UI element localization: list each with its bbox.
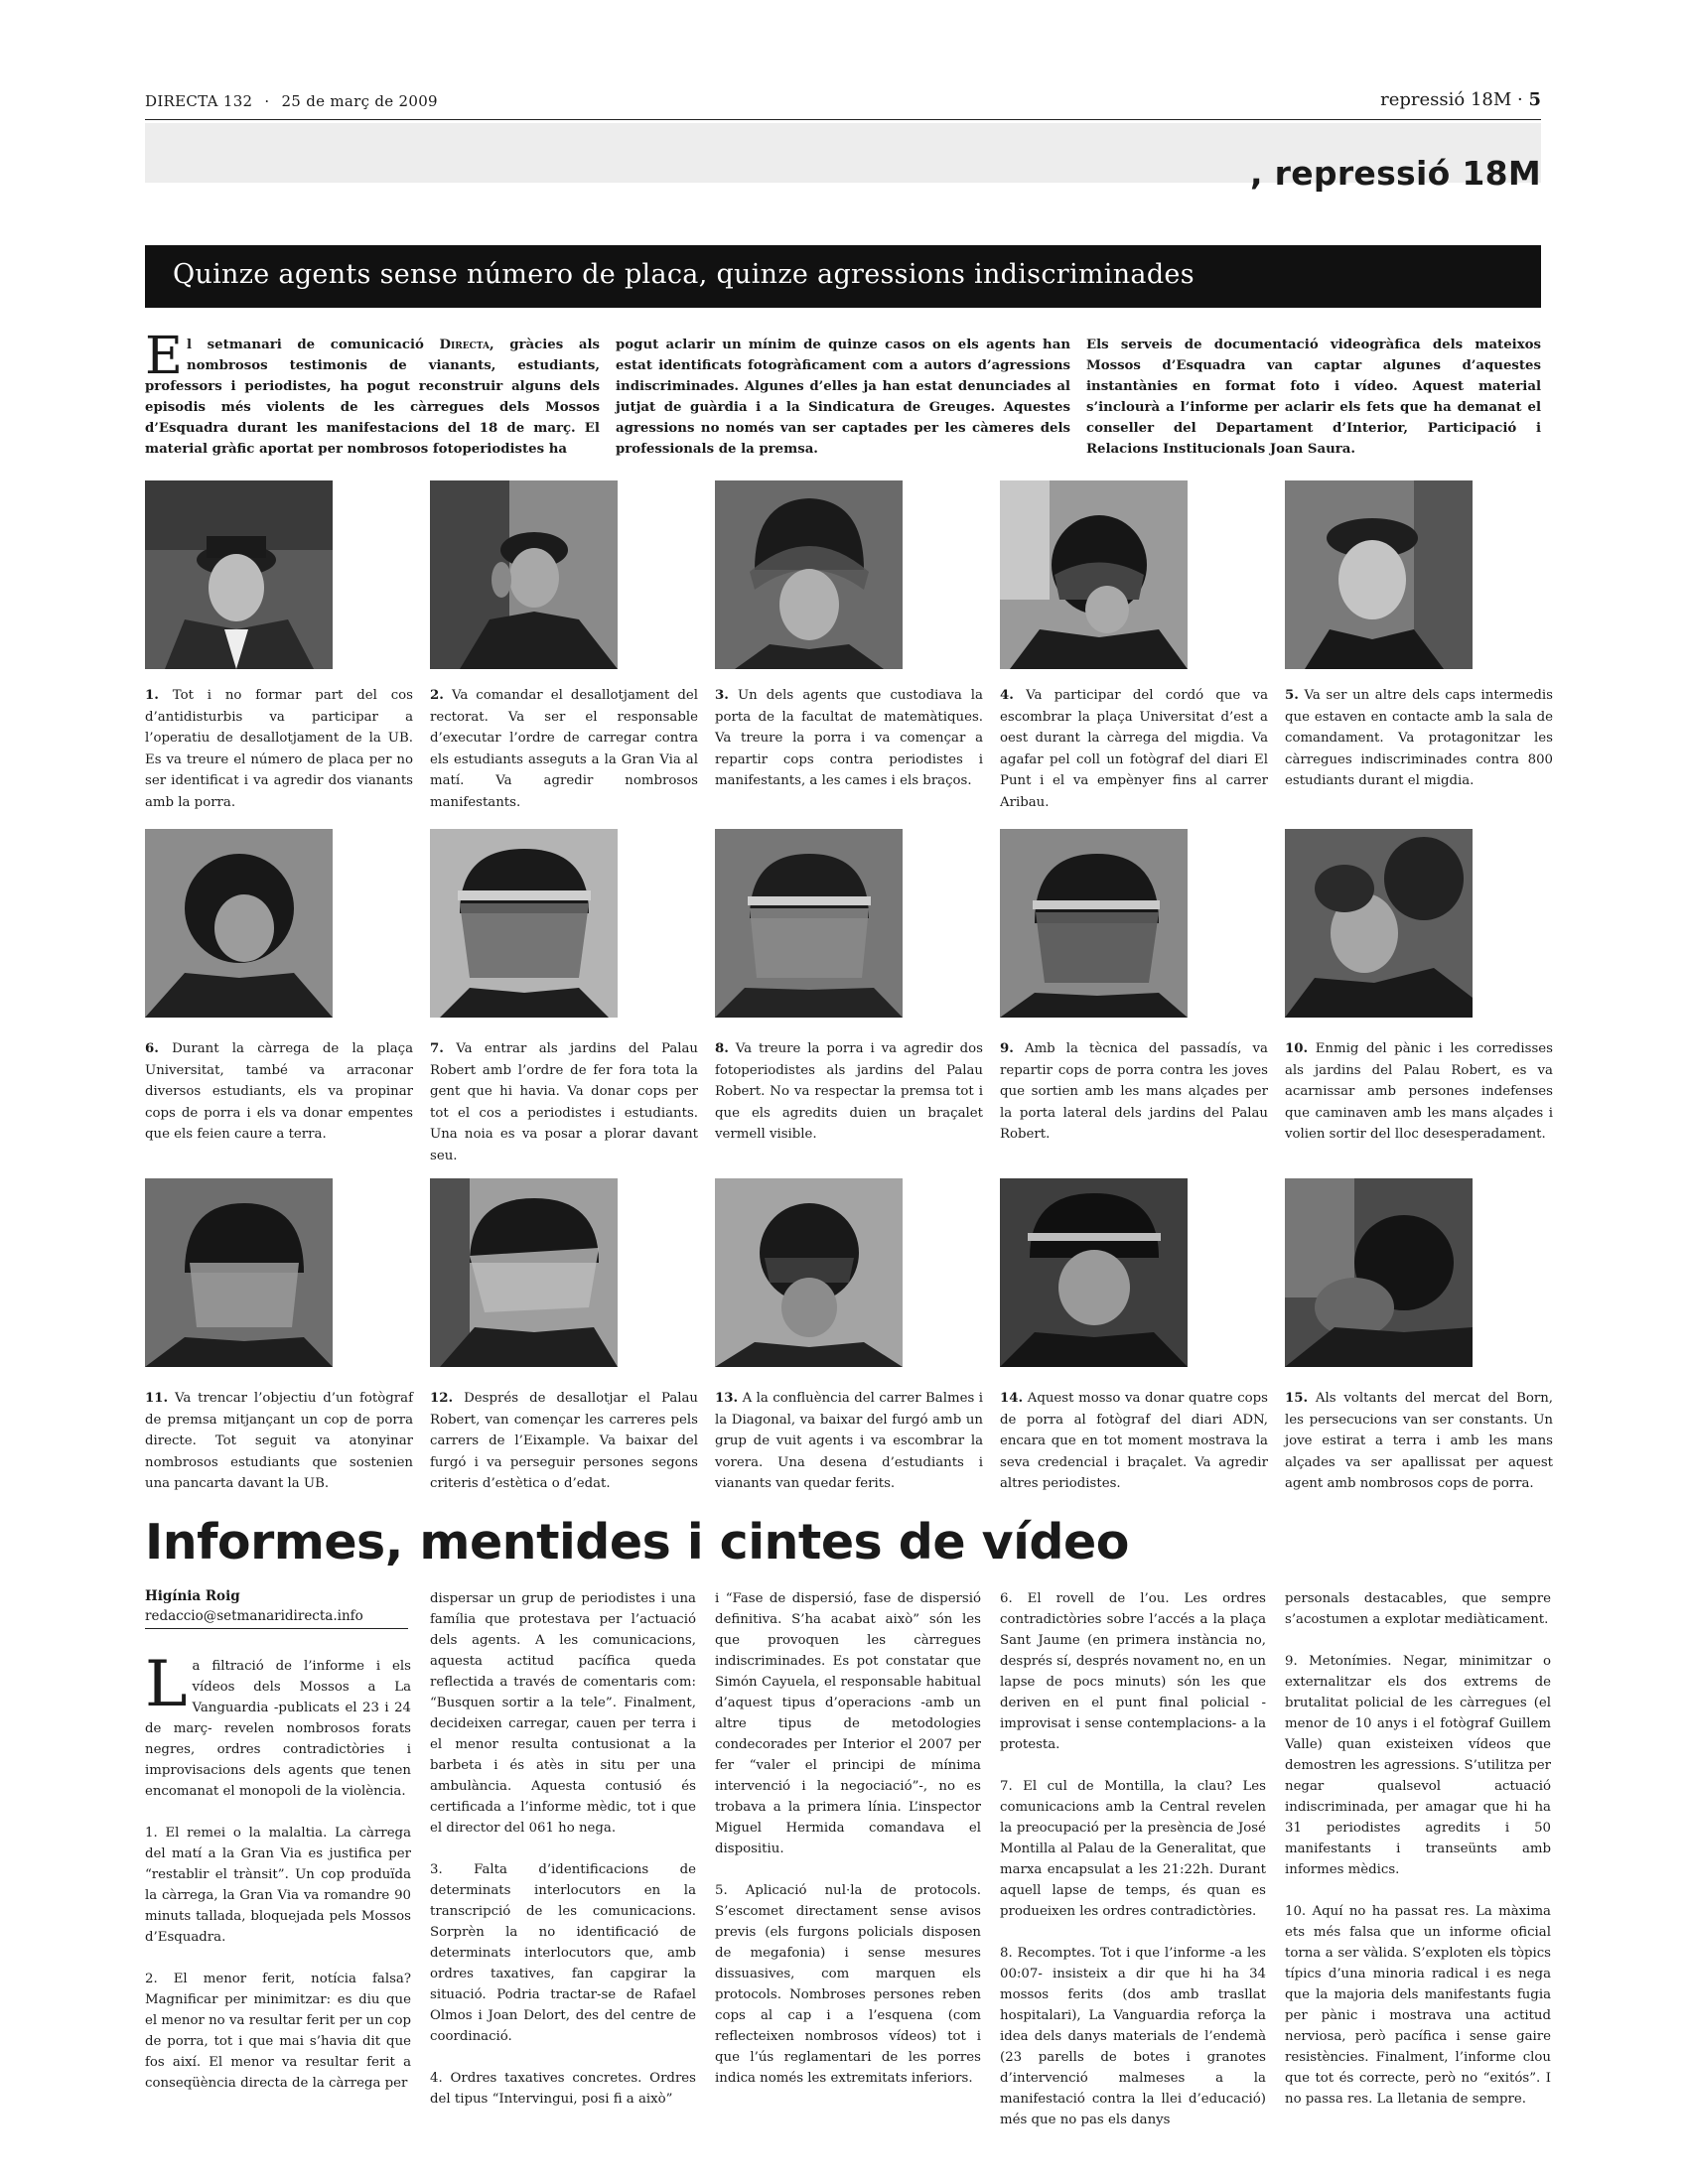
agent-photo-10: [1285, 829, 1473, 1018]
caption-1: [145, 685, 413, 813]
agent-photo-1: [145, 480, 333, 669]
section-tag: , repressió 18M: [1250, 154, 1541, 193]
caption-text: Un dels agents que custodiava la porta de la facultat de matemàtiques. Va treure la porra i va començar a repartir cops contra periodistes i manifestants, a les cames i els braços.: [715, 688, 983, 788]
caption-number: 3.: [715, 688, 729, 703]
article-paragraph: i “Fase de dispersió, fase de dispersió definitiva. S’ha acabat això” són les que provoquen les càrregues indiscriminades. Es pot constatar que Simón Cayuela, el responsable habitual d’aquest tipus d’operacions -amb un altre tipus de metodologies condecorades per Interior el 2007 per fer “valer el principi de mínima intervenció i la negociació”-, no es trobava a la primera línia. L’inspector Miguel Hermida comandava el dispositiu.: [715, 1591, 981, 1856]
article-column-3: [715, 1588, 981, 2110]
byline-rule: [145, 1628, 408, 1629]
caption-number: 9.: [1000, 1041, 1014, 1056]
caption-text: Durant la càrrega de la plaça Universitat, també va arraconar diversos estudiants, els va propinar cops de porra i els va donar empentes que els feien caure a terra.: [145, 1041, 413, 1142]
caption-7: [430, 1038, 698, 1166]
article-paragraph: La filtració de l’informe i els vídeos dels Mossos a La Vanguardia -publicats el 23 i 24 de març- revelen nombrosos forats negres, ordres contradictòries i improvisacions dels agents que tenen encomanat el monopoli de la violència.: [145, 1648, 411, 1799]
brand-name: Directa: [439, 338, 490, 352]
caption-number: 2.: [430, 688, 444, 703]
section-name: repressió 18M: [1380, 89, 1512, 110]
caption-text: Va participar del cordó que va escombrar la plaça Universitat d’est a oest durant la càrrega del migdia. Va agafar pel coll un fotògraf del diari El Punt i el va empènyer fins al carrer Aribau.: [1000, 688, 1268, 810]
caption-text: Després de desallotjar el Palau Robert, van començar les carreres pels carrers de l’Eixample. Va baixar del furgó i va perseguir persones segons criteris d’estètica o d’edat.: [430, 1391, 698, 1491]
article-paragraph: 5. Aplicació nul·la de protocols. S’escomet directament sense avisos previs (els furgons policials disposen de megafonia) i sense mesures dissuasives, com marquen els protocols. Nombroses persones reben cops al cap i a l’esquena (com reflecteixen nombrosos vídeos) tot i que l’ús reglamentari de les porres indica només les extremitats inferiors.: [715, 1883, 981, 2086]
caption-2: [430, 685, 698, 813]
agent-photo-6: [145, 829, 333, 1018]
article-paragraph: 7. El cul de Montilla, la clau? Les comunicacions amb la Central revelen la preocupació per la presència de José Montilla al Palau de la Generalitat, que marxa encapsulat a les 21:22h. Durant aquell lapse de temps, és quan es produeixen les ordres contradictòries.: [1000, 1779, 1266, 1919]
article-paragraph: 1. El remei o la malaltia. La càrrega del matí a la Gran Via es justifica per “restablir el trànsit”. Un cop produïda la càrrega, la Gran Via va romandre 90 minuts tallada, bloquejada pels Mossos d’Esquadra.: [145, 1826, 411, 1945]
article-column-4: [1000, 1588, 1266, 2151]
issue-date: 25 de març de 2009: [281, 92, 438, 110]
caption-number: 11.: [145, 1391, 169, 1406]
intro-text-1a: l setmanari de comunicació: [186, 338, 440, 352]
agent-photo-9: [1000, 829, 1188, 1018]
caption-text: Va comandar el desallotjament del rectorat. Va ser el responsable d’executar l’ordre de carregar contra els estudiants asseguts a la Gran Via al matí. Va agredir nombrosos manifestants.: [430, 688, 698, 810]
article-paragraph: 3. Falta d’identificacions de determinats interlocutors en la transcripció de les comunicacions. Sorprèn la no identificació de determinats interlocutors que, amb ordres taxatives, fan capgirar la situació. Podria tractar-se de Rafael Olmos i Joan Delort, des del centre de coordinació.: [430, 1862, 696, 2044]
article-paragraph: personals destacables, que sempre s’acostumen a explotar mediàticament.: [1285, 1591, 1551, 1627]
caption-text: Als voltants del mercat del Born, les persecucions van ser constants. Un jove estirat a terra i amb les mans alçades va ser apallissat per aquest agent amb nombrosos cops de porra.: [1285, 1391, 1553, 1491]
page-number: 5: [1528, 89, 1541, 110]
caption-8: [715, 1038, 983, 1146]
author-email[interactable]: redaccio@setmanaridirecta.info: [145, 1608, 363, 1624]
caption-number: 6.: [145, 1041, 159, 1056]
intro-column-2: pogut aclarir un mínim de quinze casos on els agents han estat identificats fotogràficament com a autors d’agressions indiscriminades. Algunes d’elles ja han estat denunciades al jutjat de guàrdia i a la Sindicatura de Greuges. Aquestes agressions no només van ser captades per les càmeres dels professionals de la premsa.: [616, 338, 1070, 457]
agent-photo-14: [1000, 1178, 1188, 1367]
agent-photo-2: [430, 480, 618, 669]
caption-14: [1000, 1388, 1268, 1495]
caption-5: [1285, 685, 1553, 792]
article-paragraph: 6. El rovell de l’ou. Les ordres contradictòries sobre l’accés a la plaça Sant Jaume (en primera instància no, després sí, després novament no, en un lapse de pocs minuts) són les que deriven en el punt final policial -improvisat i sense contemplacions- a la protesta.: [1000, 1591, 1266, 1752]
caption-number: 5.: [1285, 688, 1299, 703]
agent-photo-13: [715, 1178, 903, 1367]
publication-name: DIRECTA 132: [145, 92, 253, 110]
byline: [145, 1586, 363, 1626]
caption-3: [715, 685, 983, 792]
caption-text: Aquest mosso va donar quatre cops de porra al fotògraf del diari ADN, encara que en tot moment mostrava la seva credencial i braçalet. Va agredir altres periodistes.: [1000, 1391, 1268, 1491]
agent-photo-8: [715, 829, 903, 1018]
intro-column-1: [145, 327, 600, 460]
running-header-section: repressió 18M · 5: [1380, 89, 1541, 110]
feature-title: Quinze agents sense número de placa, quinze agressions indiscriminades: [173, 259, 1195, 290]
article-column-2: [430, 1588, 696, 2130]
author-name: Higínia Roig: [145, 1588, 240, 1604]
article-paragraph: 9. Metonímies. Negar, minimitzar o externalitzar els dos extrems de brutalitat policial de les càrregues (el menor de 10 anys i el fotògraf Guillem Valle) quan existeixen vídeos que demostren les agressions. S’utilitza per negar qualsevol actuació indiscriminada, per amagar que hi ha 31 periodistes agredits i 50 manifestants i transeünts amb informes mèdics.: [1285, 1654, 1551, 1877]
agent-photo-5: [1285, 480, 1473, 669]
header-rule: [145, 119, 1541, 120]
drop-cap: L: [145, 1648, 188, 1721]
caption-number: 13.: [715, 1391, 739, 1406]
caption-13: [715, 1388, 983, 1495]
caption-12: [430, 1388, 698, 1495]
intro-column-3: Els serveis de documentació videogràfica dels mateixos Mossos d’Esquadra van captar algunes d’aquestes instantànies en format foto i vídeo. Aquest material s’inclourà a l’informe per aclarir els fets que ha demanat el conseller del Departament d’Interior, Participació i Relacions Institucionals Joan Saura.: [1086, 338, 1541, 457]
caption-number: 14.: [1000, 1391, 1024, 1406]
caption-number: 10.: [1285, 1041, 1309, 1056]
caption-text: Enmig del pànic i les corredisses als jardins del Palau Robert, es va acarnissar amb persones indefenses que caminaven amb les mans alçades i volien sortir del lloc desesperadament.: [1285, 1041, 1553, 1142]
agent-photo-4: [1000, 480, 1188, 669]
article-paragraph: 10. Aquí no ha passat res. La màxima ets més falsa que un informe oficial torna a ser vàlida. S’exploten els tòpics típics d’una minoria radical i es nega que la majoria dels manifestants fugia per pànic i mostrava una actitud nerviosa, però pacífica i sense gaire resistències. Finalment, l’informe clou que tot és correcte, però no “exitós”. I no passa res. La lletania de sempre.: [1285, 1904, 1551, 2107]
caption-10: [1285, 1038, 1553, 1146]
caption-text: Va treure la porra i va agredir dos fotoperiodistes als jardins del Palau Robert. No va respectar la premsa tot i que els agredits duien un braçalet vermell visible.: [715, 1041, 983, 1142]
caption-text: Va entrar als jardins del Palau Robert amb l’ordre de fer fora tota la gent que hi havia. Va donar cops per tot el cos a periodistes i estudiants. Una noia es va posar a plorar davant seu.: [430, 1041, 698, 1163]
running-header: DIRECTA 132 · 25 de març de 2009: [145, 92, 438, 110]
agent-photo-12: [430, 1178, 618, 1367]
caption-9: [1000, 1038, 1268, 1146]
caption-text: Amb la tècnica del passadís, va repartir cops de porra contra les joves que sortien amb les mans alçades per la porta lateral dels jardins del Palau Robert.: [1000, 1041, 1268, 1142]
agent-photo-15: [1285, 1178, 1473, 1367]
article-headline: Informes, mentides i cintes de vídeo: [145, 1514, 1129, 1570]
caption-number: 8.: [715, 1041, 729, 1056]
caption-number: 1.: [145, 688, 159, 703]
agent-photo-3: [715, 480, 903, 669]
article-column-1: [145, 1648, 411, 2115]
caption-number: 12.: [430, 1391, 454, 1406]
intro-text-1b: , gràcies als nombrosos testimonis de vianants, estudiants, professors i periodistes, ha pogut reconstruir alguns dels episodis més violents de les càrregues dels Mossos d’Esquadra durant les manifestacions del 18 de març. El material gràfic aportat per nombrosos fotoperiodistes ha: [145, 338, 600, 457]
article-column-5: [1285, 1588, 1551, 2130]
caption-text: Tot i no formar part del cos d’antidisturbis va participar a l’operatiu de desallotjament de la UB. Es va treure el número de placa per no ser identificat i va agredir dos vianants amb la porra.: [145, 688, 413, 810]
caption-15: [1285, 1388, 1553, 1495]
agent-photo-11: [145, 1178, 333, 1367]
caption-6: [145, 1038, 413, 1146]
drop-cap: E: [145, 327, 183, 386]
agent-photo-7: [430, 829, 618, 1018]
article-paragraph: 4. Ordres taxatives concretes. Ordres del tipus “Intervingui, posi fi a això”: [430, 2071, 696, 2107]
feature-title-bar: [145, 245, 1541, 308]
caption-text: A la confluència del carrer Balmes i la Diagonal, va baixar del furgó amb un grup de vuit agents i va escombrar la vorera. Una desena d’estudiants i vianants van quedar ferits.: [715, 1391, 983, 1491]
caption-text: Va trencar l’objectiu d’un fotògraf de premsa mitjançant un cop de porra directe. Tot seguit va atonyinar nombrosos estudiants que sostenien una pancarta davant la UB.: [145, 1391, 413, 1491]
article-paragraph: dispersar un grup de periodistes i una família que protestava per l’actuació dels agents. A les comunicacions, aquesta actitud pacífica queda reflectida a través de comentaris com: “Busquen sortir a la tele”. Finalment, decideixen carregar, cauen per terra i el menor resulta contusionat a la barbeta i és atès in situ per una ambulància. Aquesta contusió és certificada a l’informe mèdic, tot i que el director del 061 ho nega.: [430, 1591, 696, 1836]
caption-11: [145, 1388, 413, 1495]
article-paragraph: 8. Recomptes. Tot i que l’informe -a les 00:07- insisteix a dir que hi ha 34 mossos ferits (dos amb trasllat hospitalari), La Vanguardia reforça la idea dels danys materials de l’endemà (23 parells de botes i granotes d’intervenció malmeses a la manifestació contra la llei d’educació) més que no pas els danys: [1000, 1946, 1266, 2127]
article-paragraph: 2. El menor ferit, notícia falsa? Magnificar per minimitzar: es diu que el menor no va resultar ferit per un cop de porra, tot i que mai s’havia dit que fos així. El menor va resultar ferit a conseqüència directa de la càrrega per: [145, 1972, 411, 2091]
caption-4: [1000, 685, 1268, 813]
caption-text: Va ser un altre dels caps intermedis que estaven en contacte amb la sala de comandament. Va protagonitzar les càrregues indiscriminades contra 800 estudiants durant el migdia.: [1285, 688, 1553, 788]
caption-number: 7.: [430, 1041, 444, 1056]
caption-number: 15.: [1285, 1391, 1309, 1406]
caption-number: 4.: [1000, 688, 1014, 703]
